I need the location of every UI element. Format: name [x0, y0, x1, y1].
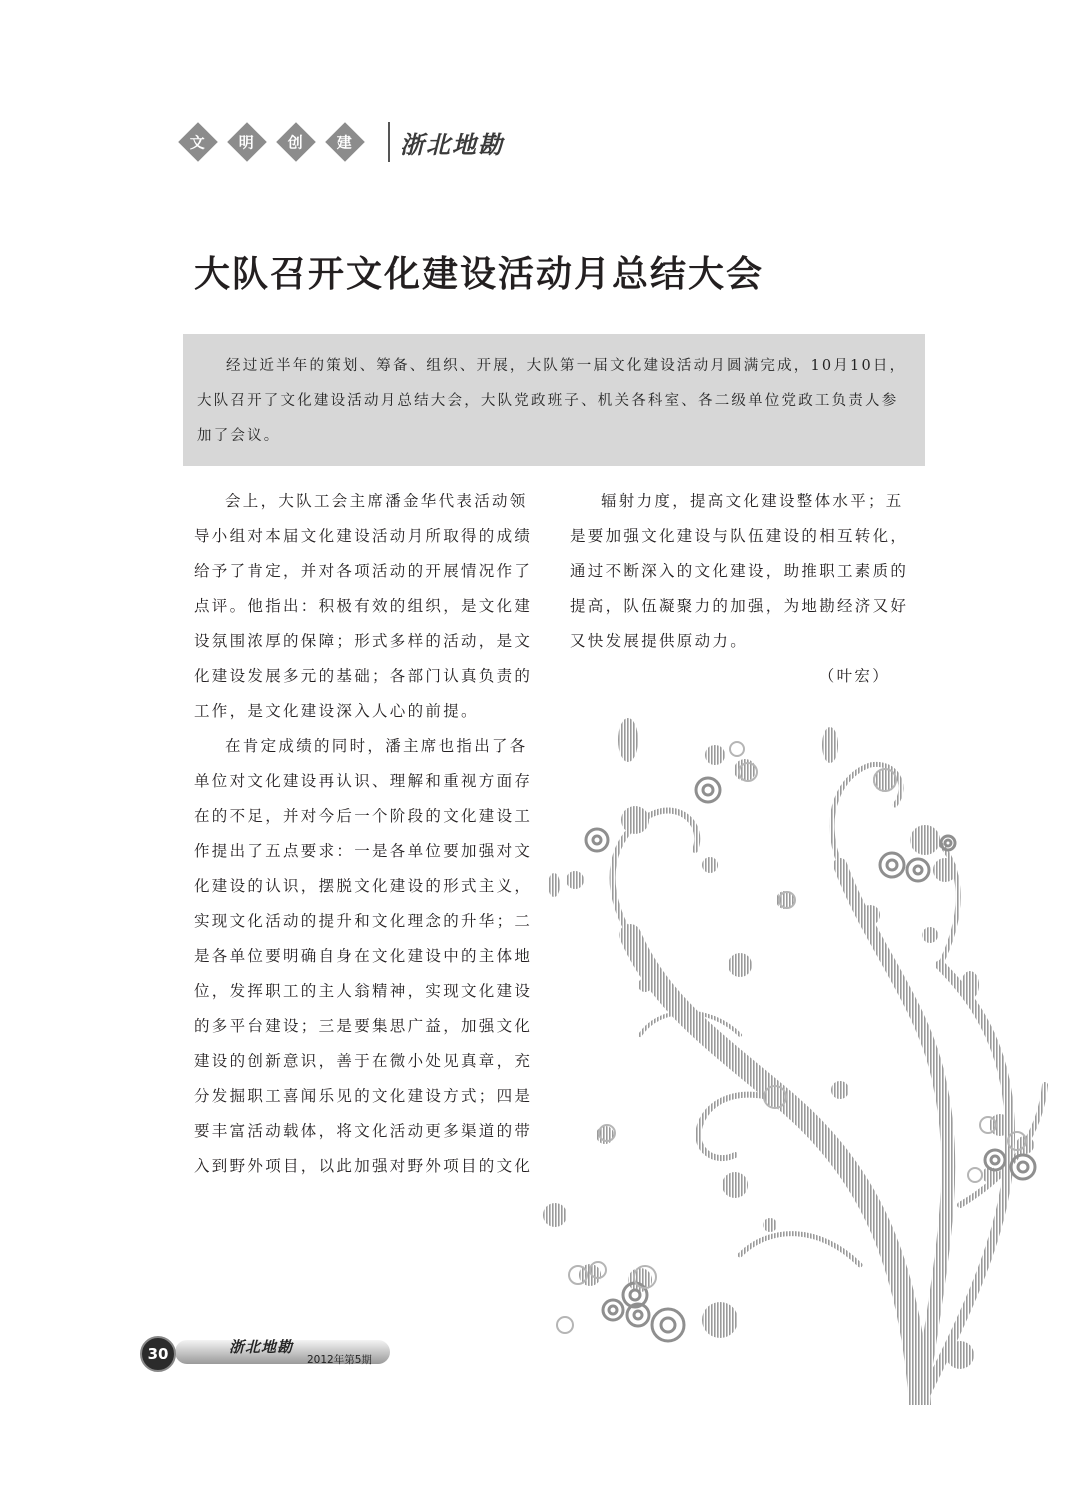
lead-text: 经过近半年的策划、筹备、组织、开展，大队第一届文化建设活动月圆满完成，10月10日，大队召开了文化建设活动月总结大会，大队党政班子、机关各科室、各二级单位党政工负责人参加了会议。: [197, 358, 907, 444]
header-diamond-2: [227, 122, 267, 162]
author-byline: （叶宏）: [818, 667, 890, 685]
floral-decoration-icon: [540, 705, 1050, 1405]
body-column-right: [570, 484, 916, 694]
header-diamond-4: [325, 122, 365, 162]
page-footer: [137, 1330, 397, 1374]
page-number: 30: [140, 1336, 176, 1372]
body-paragraph: 会上，大队工会主席潘金华代表活动领导小组对本届文化建设活动月所取得的成绩给予了肯定，并对各项活动的开展情况作了点评。他指出：积极有效的组织，是文化建设氛围浓厚的保障；形式多样的活动，是文化建设发展多元的基础；各部门认真负责的工作，是文化建设深入人心的前提。: [194, 492, 533, 720]
header-char: 创: [288, 133, 304, 152]
header-char: 文: [190, 133, 206, 152]
body-column-left: [194, 484, 540, 1184]
header-diamond-1: [178, 122, 218, 162]
body-paragraph: 辐射力度，提高文化建设整体水平；五是要加强文化建设与队伍建设的相互转化，通过不断深入的文化建设，助推职工素质的提高，队伍凝聚力的加强，为地勘经济又好又快发展提供原动力。: [570, 492, 909, 650]
article-title: 大队召开文化建设活动月总结大会: [194, 254, 765, 295]
header-divider: [388, 122, 390, 162]
header-diamond-3: [276, 122, 316, 162]
column-header: [184, 120, 504, 164]
lead-box: [183, 334, 925, 466]
footer-brand: 浙北地勘: [229, 1338, 294, 1356]
header-char: 建: [337, 133, 353, 152]
footer-issue: 2012年第5期: [307, 1354, 372, 1366]
body-paragraph: 在肯定成绩的同时，潘主席也指出了各单位对文化建设再认识、理解和重视方面存在的不足，并对今后一个阶段的文化建设工作提出了五点要求：一是各单位要加强对文化建设的认识，摆脱文化建设的形式主义，实现文化活动的提升和文化理念的升华；二是各单位要明确自身在文化建设中的主体地位，发挥职工的主人翁精神，实现文化建设的多平台建设；三是要集思广益，加强文化建设的创新意识，善于在微小处见真章，充分发掘职工喜闻乐见的文化建设方式；四是要丰富活动载体，将文化活动更多渠道的带入到野外项目，以此加强对野外项目的文化: [194, 737, 533, 1175]
header-brand: 浙北地勘: [400, 129, 504, 159]
header-char: 明: [239, 133, 255, 152]
